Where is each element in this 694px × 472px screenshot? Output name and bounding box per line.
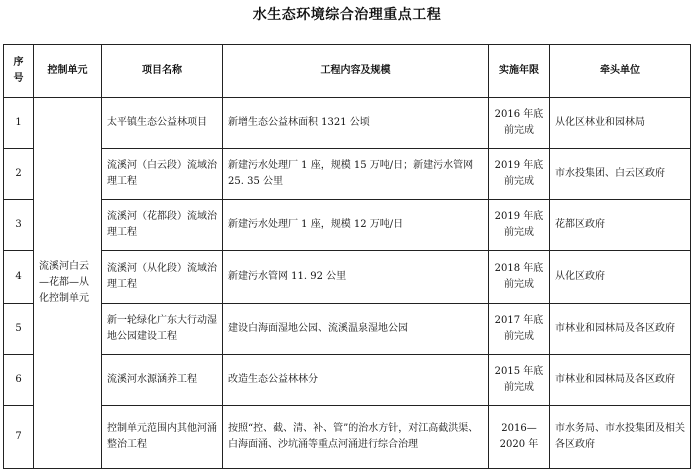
project-content: 新建污水处理厂 1 座，规模 15 万吨/日；新建污水管网 25. 35 公里 <box>223 149 489 200</box>
project-table <box>3 44 691 469</box>
project-content: 新建污水处理厂 1 座，规模 12 万吨/日 <box>223 200 489 251</box>
header-control-unit: 控制单元 <box>34 45 102 98</box>
table-row <box>4 406 691 469</box>
project-year: 2019 年底前完成 <box>489 200 550 251</box>
table-row <box>4 200 691 251</box>
project-lead: 市林业和园林局及各区政府 <box>550 304 691 355</box>
table-row <box>4 98 691 149</box>
project-name: 流溪河（白云段）流域治理工程 <box>102 149 223 200</box>
project-name: 流溪河（从化段）流域治理工程 <box>102 251 223 304</box>
project-name: 太平镇生态公益林项目 <box>102 98 223 149</box>
table-row <box>4 149 691 200</box>
table-row <box>4 304 691 355</box>
header-content: 工程内容及规模 <box>223 45 489 98</box>
project-lead: 市林业和园林局及各区政府 <box>550 355 691 406</box>
project-year: 2016 年底前完成 <box>489 98 550 149</box>
table-row <box>4 355 691 406</box>
project-year: 2018 年底前完成 <box>489 251 550 304</box>
row-no: 4 <box>4 251 34 304</box>
project-year: 2016—2020 年 <box>489 406 550 469</box>
row-no: 7 <box>4 406 34 469</box>
project-content: 新建污水管网 11. 92 公里 <box>223 251 489 304</box>
row-no: 3 <box>4 200 34 251</box>
table-row <box>4 251 691 304</box>
header-project-name: 项目名称 <box>102 45 223 98</box>
project-content: 新增生态公益林面积 1321 公顷 <box>223 98 489 149</box>
project-year: 2015 年底前完成 <box>489 355 550 406</box>
header-row <box>4 45 691 98</box>
project-lead: 市水务局、市水投集团及相关各区政府 <box>550 406 691 469</box>
row-no: 1 <box>4 98 34 149</box>
row-no: 6 <box>4 355 34 406</box>
project-lead: 从化区政府 <box>550 251 691 304</box>
project-lead: 从化区林业和园林局 <box>550 98 691 149</box>
control-unit-cell: 流溪河白云—花都—从化控制单元 <box>34 98 102 469</box>
row-no: 2 <box>4 149 34 200</box>
header-year: 实施年限 <box>489 45 550 98</box>
project-name: 流溪河水源涵养工程 <box>102 355 223 406</box>
header-no: 序号 <box>4 45 34 98</box>
page-title: 水生态环境综合治理重点工程 <box>252 7 442 23</box>
project-content: 改造生态公益林林分 <box>223 355 489 406</box>
header-lead-unit: 牵头单位 <box>550 45 691 98</box>
project-lead: 市水投集团、白云区政府 <box>550 149 691 200</box>
project-name: 控制单元范围内其他河涌整治工程 <box>102 406 223 469</box>
project-lead: 花都区政府 <box>550 200 691 251</box>
project-name: 新一轮绿化广东大行动湿地公园建设工程 <box>102 304 223 355</box>
project-name: 流溪河（花都段）流域治理工程 <box>102 200 223 251</box>
project-year: 2019 年底前完成 <box>489 149 550 200</box>
project-year: 2017 年底前完成 <box>489 304 550 355</box>
project-content: 建设白海面湿地公园、流溪温泉湿地公园 <box>223 304 489 355</box>
project-content: 按照“控、截、清、补、管”的治水方针，对江高截洪渠、白海面涌、沙坑涌等重点河涌进行综合治理 <box>223 406 489 469</box>
row-no: 5 <box>4 304 34 355</box>
